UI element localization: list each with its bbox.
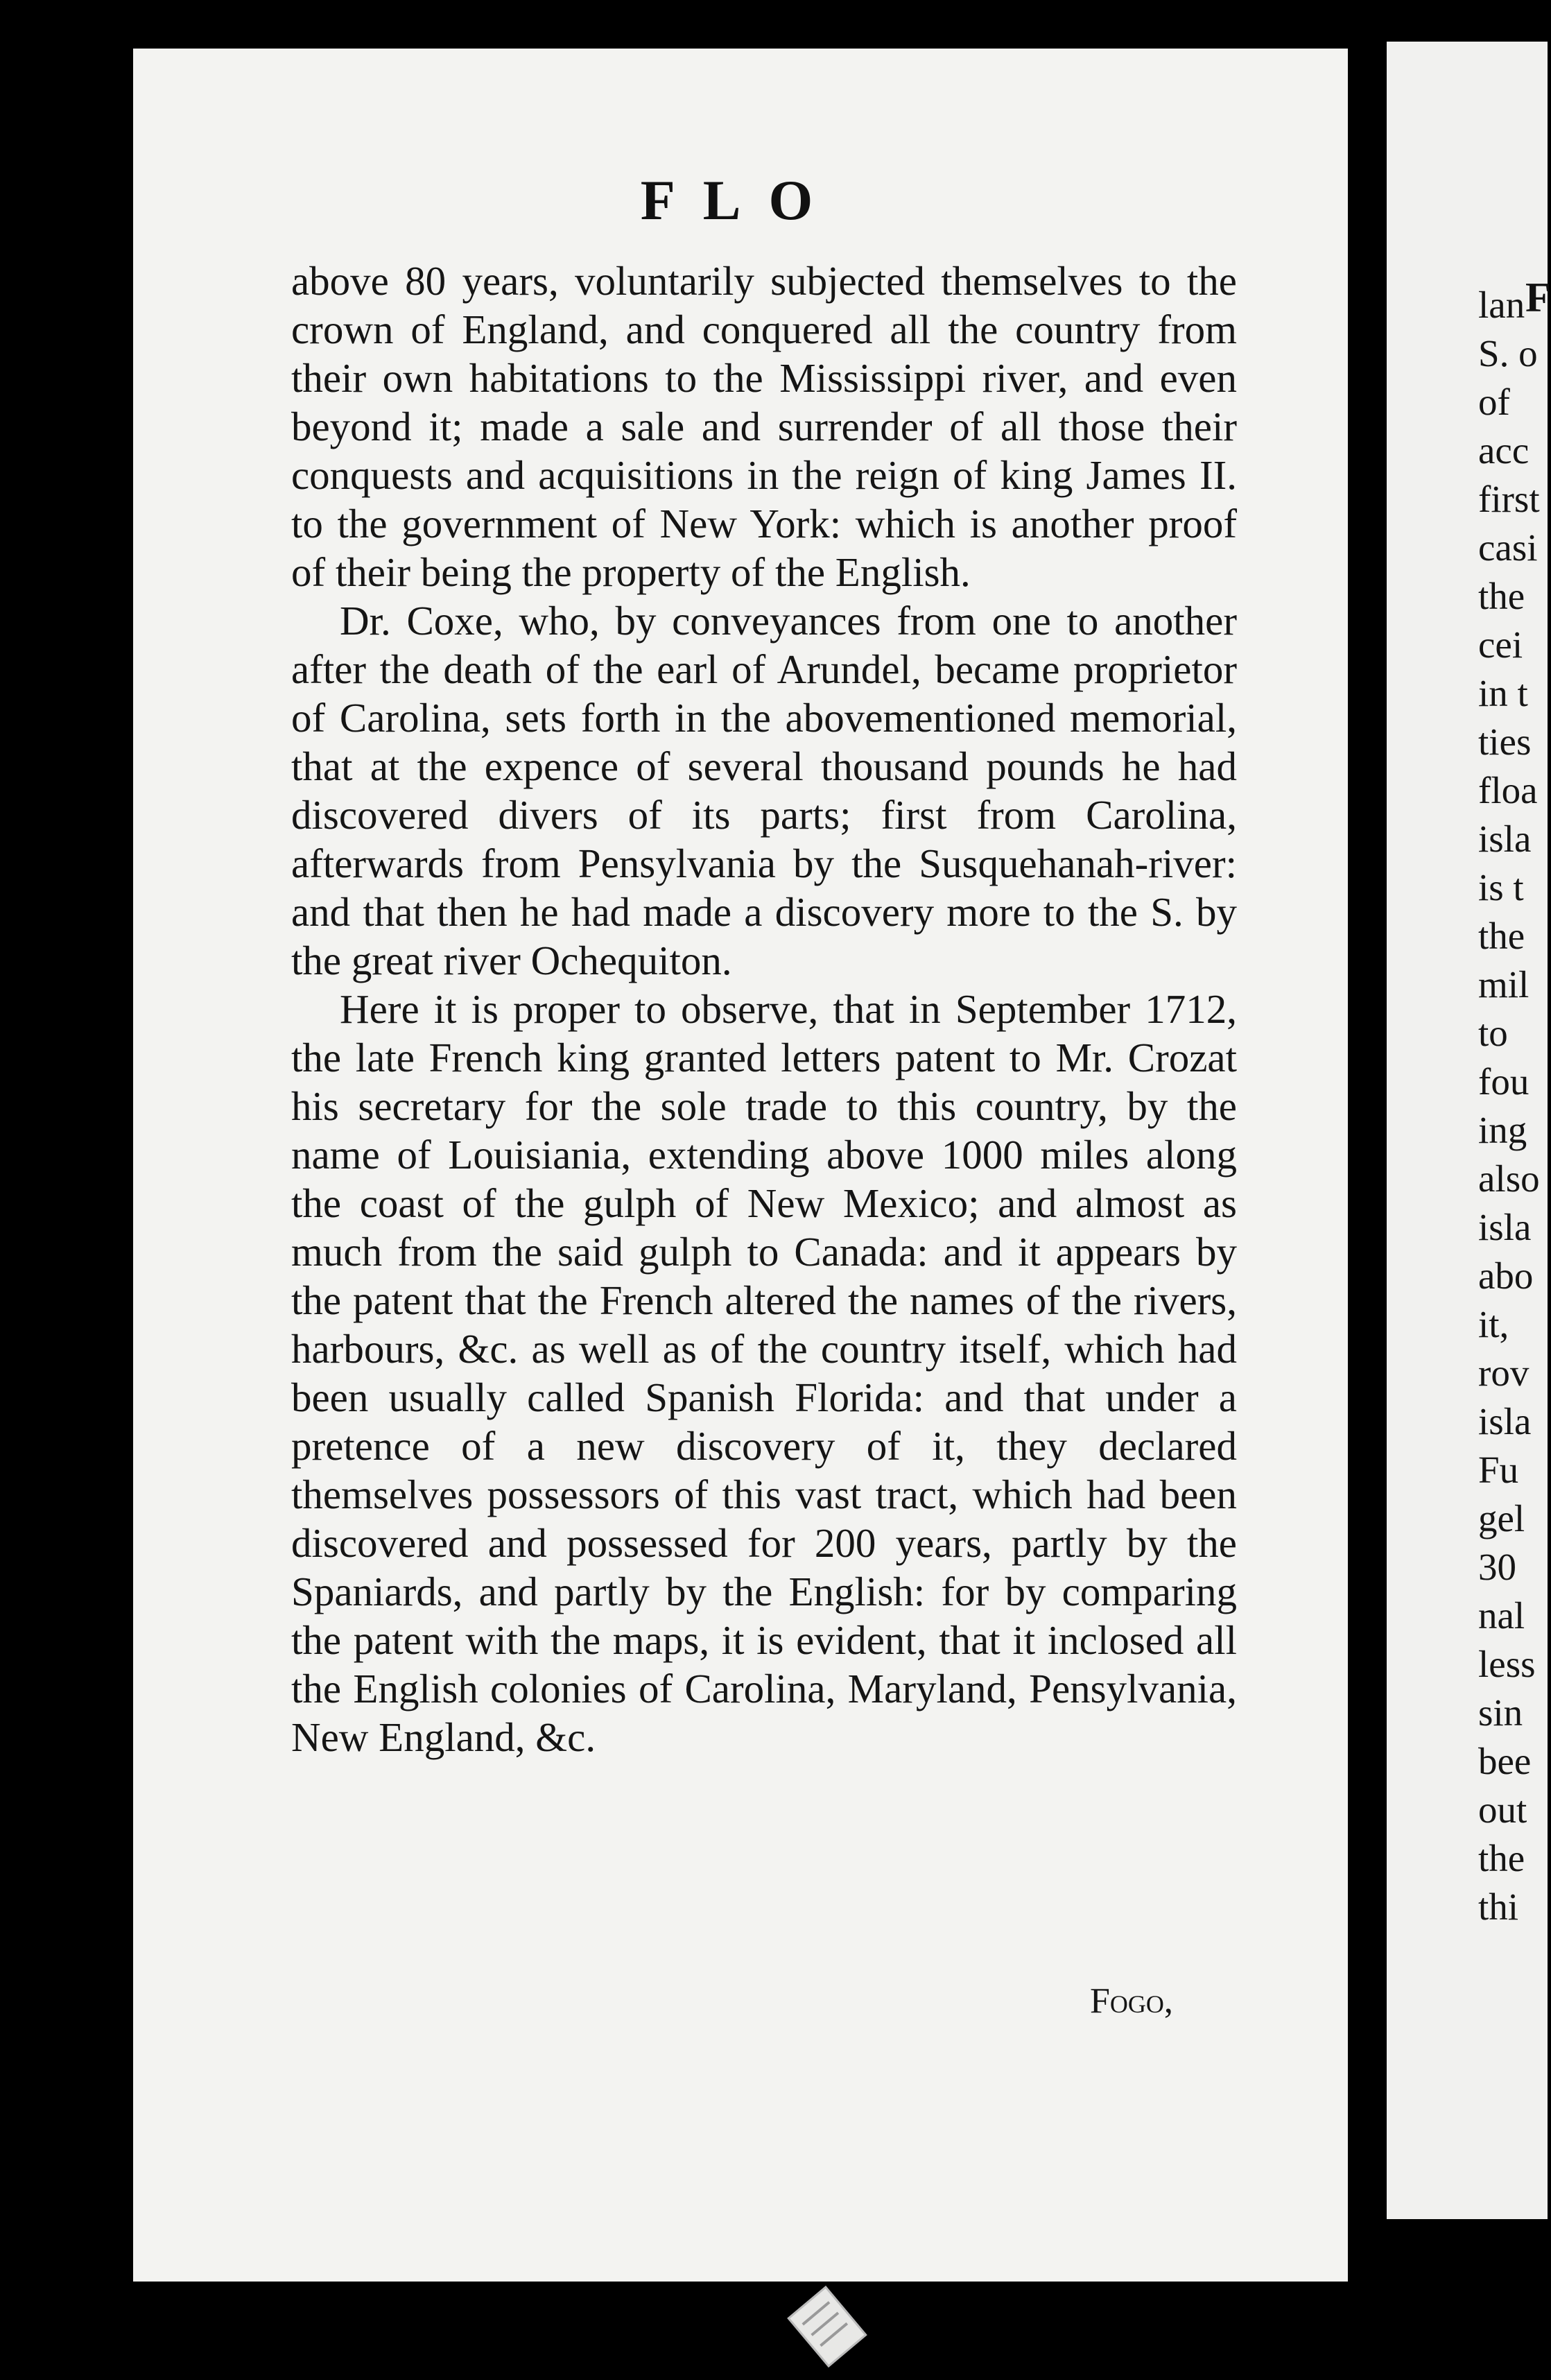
fragment-line: mil <box>1478 963 1530 1006</box>
fragment-line: bee <box>1478 1740 1532 1782</box>
fragment-line: first <box>1478 478 1540 520</box>
fragment-line: to <box>1478 1012 1508 1054</box>
facing-page-head: F <box>1525 275 1551 320</box>
fragment-line: it, <box>1478 1303 1509 1345</box>
facing-page-fragments <box>1478 281 1548 1931</box>
fragment-line: Fu <box>1478 1449 1519 1491</box>
fragment-line: cei <box>1478 623 1523 666</box>
fragment-line: isla <box>1478 1206 1532 1248</box>
paragraph: Dr. Coxe, who, by conveyances from one to another after the death of the earl of Arundel, became proprietor of Carolina, sets forth in the abovementioned memorial, that at the expence of several thousand pounds he had discovered divers of its parts; first from Carolina, afterwards from Pensylvania by the Susquehanah-river: and that then he had made a discovery more to the S. by the great river Ochequiton. <box>291 598 1237 983</box>
fragment-line: lan <box>1478 284 1525 326</box>
fragment-line: rov <box>1478 1352 1530 1394</box>
fragment-line: of <box>1478 381 1510 423</box>
fragment-line: ties <box>1478 721 1532 763</box>
catchword: Fogo, <box>1090 1981 1173 2021</box>
fragment-line: also <box>1478 1157 1540 1200</box>
fragment-line: fou <box>1478 1060 1530 1103</box>
fragment-line: in t <box>1478 672 1528 714</box>
fragment-line: gel <box>1478 1497 1525 1540</box>
fragment-line: out <box>1478 1788 1527 1831</box>
fragment-line: thi <box>1478 1886 1519 1928</box>
fragment-line: S. o <box>1478 332 1538 374</box>
paragraph: above 80 years, voluntarily subjected themselves to the crown of England, and conquered all the country from their own habitations to the Mississippi river, and even beyond it; made a sale and surrender of all those their conquests and acquisitions in the reign of king James II. to the government of New York: which is another proof of their being the property of the English. <box>291 258 1237 595</box>
fragment-line: floa <box>1478 769 1538 811</box>
fragment-line: is t <box>1478 866 1524 908</box>
body-text <box>291 257 1237 1761</box>
book-page <box>133 49 1348 2282</box>
fragment-line: the <box>1478 575 1525 617</box>
library-stamp-icon <box>779 2277 876 2376</box>
fragment-line: isla <box>1478 1400 1532 1442</box>
running-head: FLO <box>640 169 841 232</box>
fragment-line: the <box>1478 1837 1525 1879</box>
fragment-line: ing <box>1478 1109 1527 1151</box>
fragment-line: nal <box>1478 1594 1525 1637</box>
fragment-line: sin <box>1478 1691 1523 1734</box>
fragment-line: acc <box>1478 429 1530 472</box>
fragment-line: 30 <box>1478 1546 1516 1588</box>
fragment-line: isla <box>1478 818 1532 860</box>
fragment-line: the <box>1478 915 1525 957</box>
fragment-line: casi <box>1478 526 1538 569</box>
fragment-line: less <box>1478 1643 1536 1685</box>
fragment-line: abo <box>1478 1254 1534 1297</box>
paragraph: Here it is proper to observe, that in September 1712, the late French king granted letters patent to Mr. Crozat his secretary for the sole trade to this country, by the name of Louisiania, extending above 1000 miles along the coast of the gulph of New Mexico; and almost as much from the said gulph to Canada: and it appears by the patent that the French altered the names of the rivers, harbours, &c. as well as of the country itself, which had been usually called Spanish Florida: and that under a pretence of a new discovery of it, they declared themselves possessors of this vast tract, which had been discovered and possessed for 200 years, partly by the Spaniards, and partly by the English: for by comparing the patent with the maps, it is evident, that it inclosed all the English colonies of Carolina, Maryland, Pensylvania, New England, &c. <box>291 986 1237 1760</box>
